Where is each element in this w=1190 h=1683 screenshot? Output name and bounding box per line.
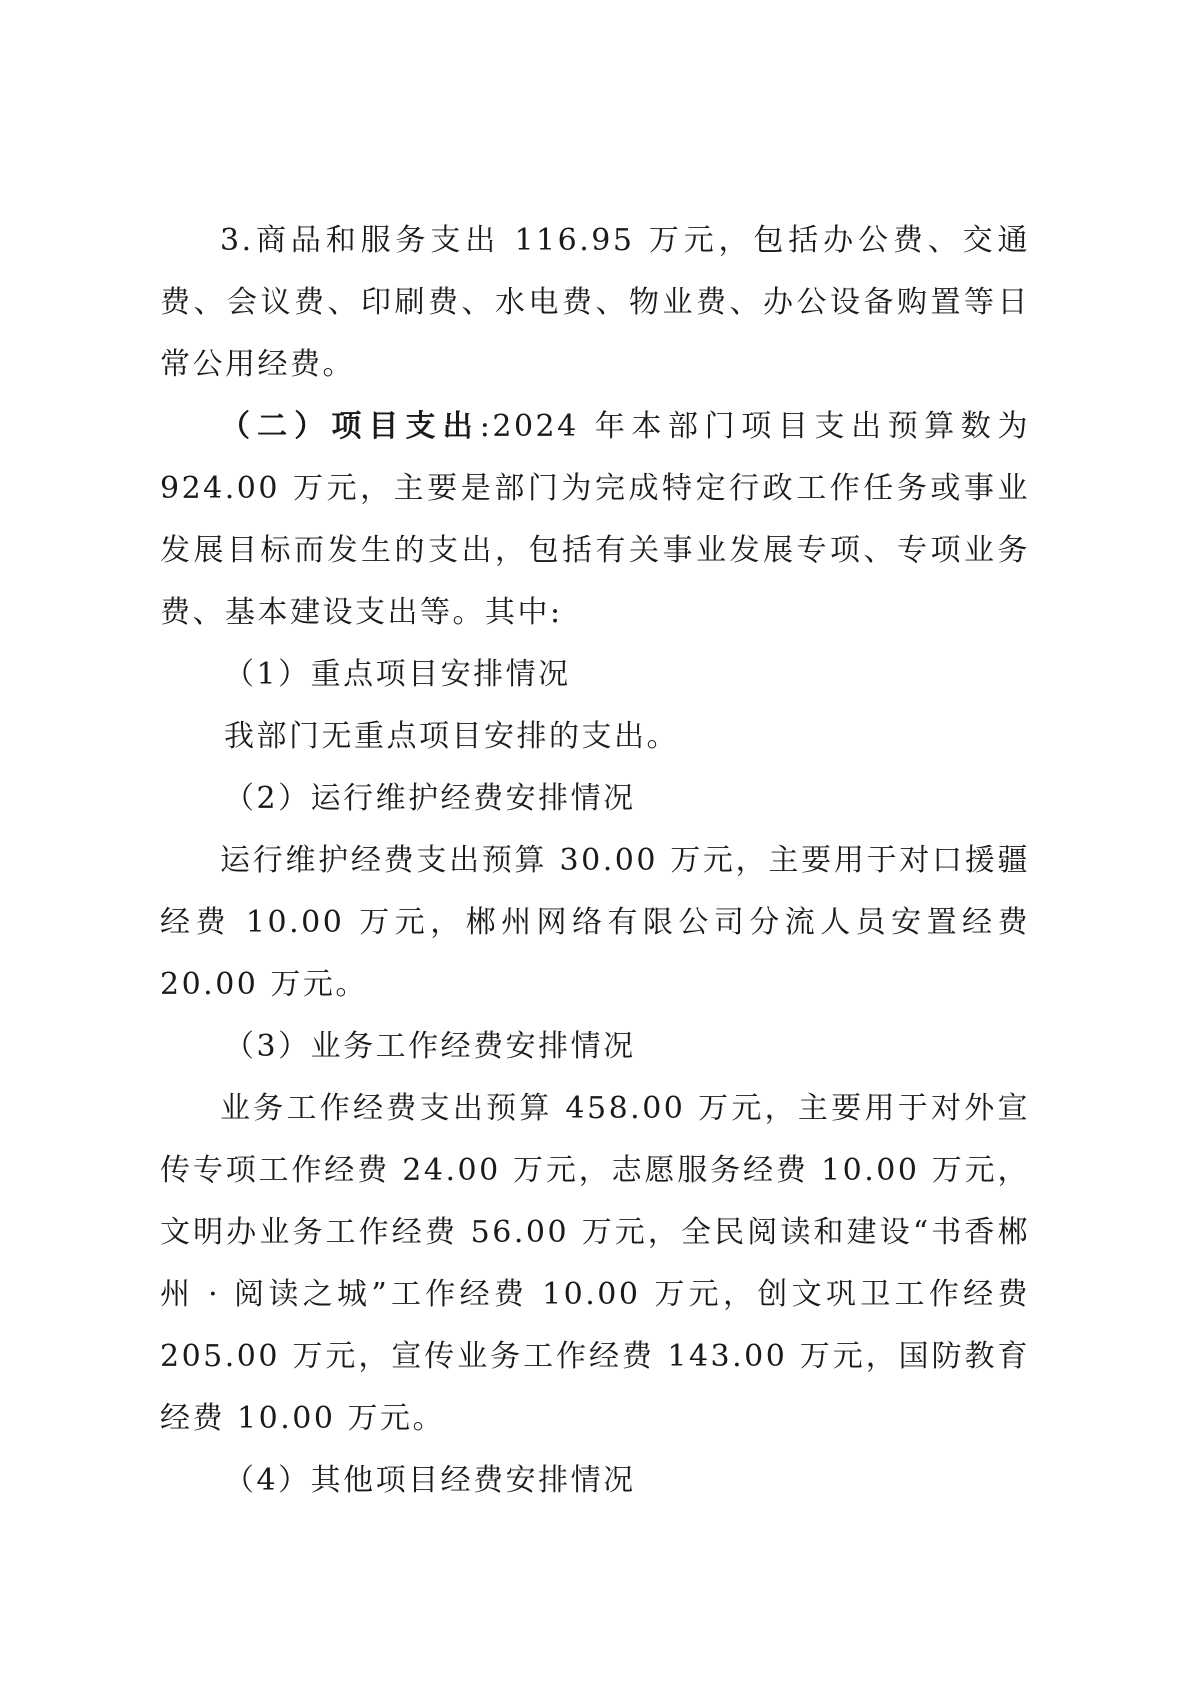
paragraph-project-expenditure bbox=[160, 396, 1030, 644]
document-body bbox=[160, 210, 1030, 1512]
project-expenditure-body: :2024 年本部门项目支出预算数为 924.00 万元，主要是部门为完成特定行政工作任务或事业发展目标而发生的支出，包括有关事业发展专项、专项业务费、基本建设支出等。其中: bbox=[160, 409, 1031, 630]
paragraph-key-projects: 我部门无重点项目安排的支出。 bbox=[224, 719, 679, 754]
subheading-operation-maintenance: （2）运行维护经费安排情况 bbox=[224, 781, 636, 816]
paragraph-goods-services: 3.商品和服务支出 116.95 万元，包括办公费、交通费、会议费、印刷费、水电费、物业费、办公设备购置等日常公用经费。 bbox=[160, 223, 1030, 382]
paragraph-operation-maintenance: 运行维护经费支出预算 30.00 万元，主要用于对口援疆经费 10.00 万元，郴州网络有限公司分流人员安置经费 20.00 万元。 bbox=[160, 843, 1030, 1002]
subheading-key-projects: （1）重点项目安排情况 bbox=[224, 657, 571, 692]
section-heading-project-expenditure: （二）项目支出 bbox=[220, 409, 480, 444]
paragraph-business-work: 业务工作经费支出预算 458.00 万元，主要用于对外宣传专项工作经费 24.00 万元，志愿服务经费 10.00 万元，文明办业务工作经费 56.00 万元，全民阅读和建设“书香郴州 · 阅读之城”工作经费 10.00 万元，创文巩卫工作经费 205.00 万元，宣传业务工作经费 143.00 万元，国防教育经费 10.00 万元。 bbox=[160, 1091, 1030, 1436]
subheading-other-projects: （4）其他项目经费安排情况 bbox=[224, 1463, 636, 1498]
subheading-business-work: （3）业务工作经费安排情况 bbox=[224, 1029, 636, 1064]
